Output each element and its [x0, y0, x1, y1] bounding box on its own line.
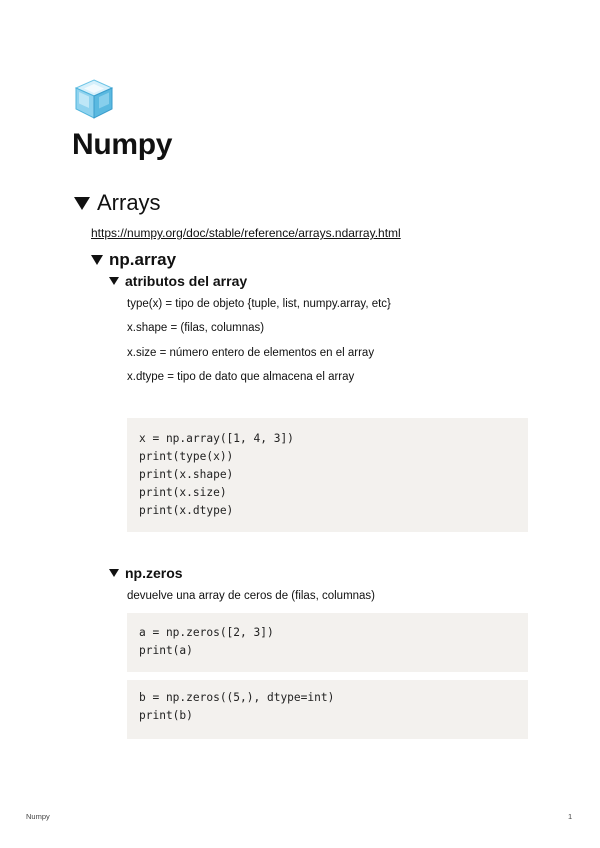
paragraph-type: type(x) = tipo de objeto {tuple, list, numpy.array, etc} [127, 298, 391, 310]
heading-atributos[interactable] [109, 273, 247, 289]
paragraph-zeros-description: devuelve una array de ceros de (filas, columnas) [127, 590, 376, 602]
collapse-triangle-icon[interactable] [91, 255, 103, 265]
heading-arrays-label: Arrays [97, 190, 161, 215]
heading-np-zeros[interactable] [109, 565, 183, 581]
code-block-zeros-b[interactable] [127, 680, 528, 739]
code-line: print(a) [139, 644, 193, 657]
code-line: print(type(x)) [139, 450, 234, 463]
code-line: a = np.zeros([2, 3]) [139, 626, 274, 639]
code-line: print(b) [139, 709, 193, 722]
paragraph-size: x.size = número entero de elementos en el array [127, 347, 375, 359]
collapse-triangle-icon[interactable] [74, 197, 90, 210]
code-block-zeros-a[interactable] [127, 613, 528, 672]
page-title: Numpy [72, 128, 173, 161]
code-line: print(x.shape) [139, 468, 234, 481]
code-line: b = np.zeros((5,), dtype=int) [139, 691, 335, 704]
code-line: x = np.array([1, 4, 3]) [139, 432, 294, 445]
ndarray-docs-link[interactable]: https://numpy.org/doc/stable/reference/arrays.ndarray.html [91, 226, 401, 240]
paragraph-dtype: x.dtype = tipo de dato que almacena el array [127, 371, 355, 383]
numpy-cube-icon [74, 78, 114, 120]
collapse-triangle-icon[interactable] [109, 277, 119, 285]
footer-page-number: 1 [568, 812, 573, 821]
collapse-triangle-icon[interactable] [109, 569, 119, 577]
code-line: print(x.size) [139, 486, 227, 499]
heading-np-array[interactable] [91, 250, 176, 270]
heading-arrays[interactable] [74, 190, 161, 216]
code-block-attributes[interactable] [127, 418, 528, 532]
paragraph-shape: x.shape = (filas, columnas) [127, 322, 265, 334]
heading-atributos-label: atributos del array [125, 273, 248, 289]
heading-np-array-label: np.array [109, 250, 177, 269]
code-line: print(x.dtype) [139, 504, 234, 517]
heading-np-zeros-label: np.zeros [125, 565, 183, 581]
footer-title: Numpy [26, 812, 50, 821]
